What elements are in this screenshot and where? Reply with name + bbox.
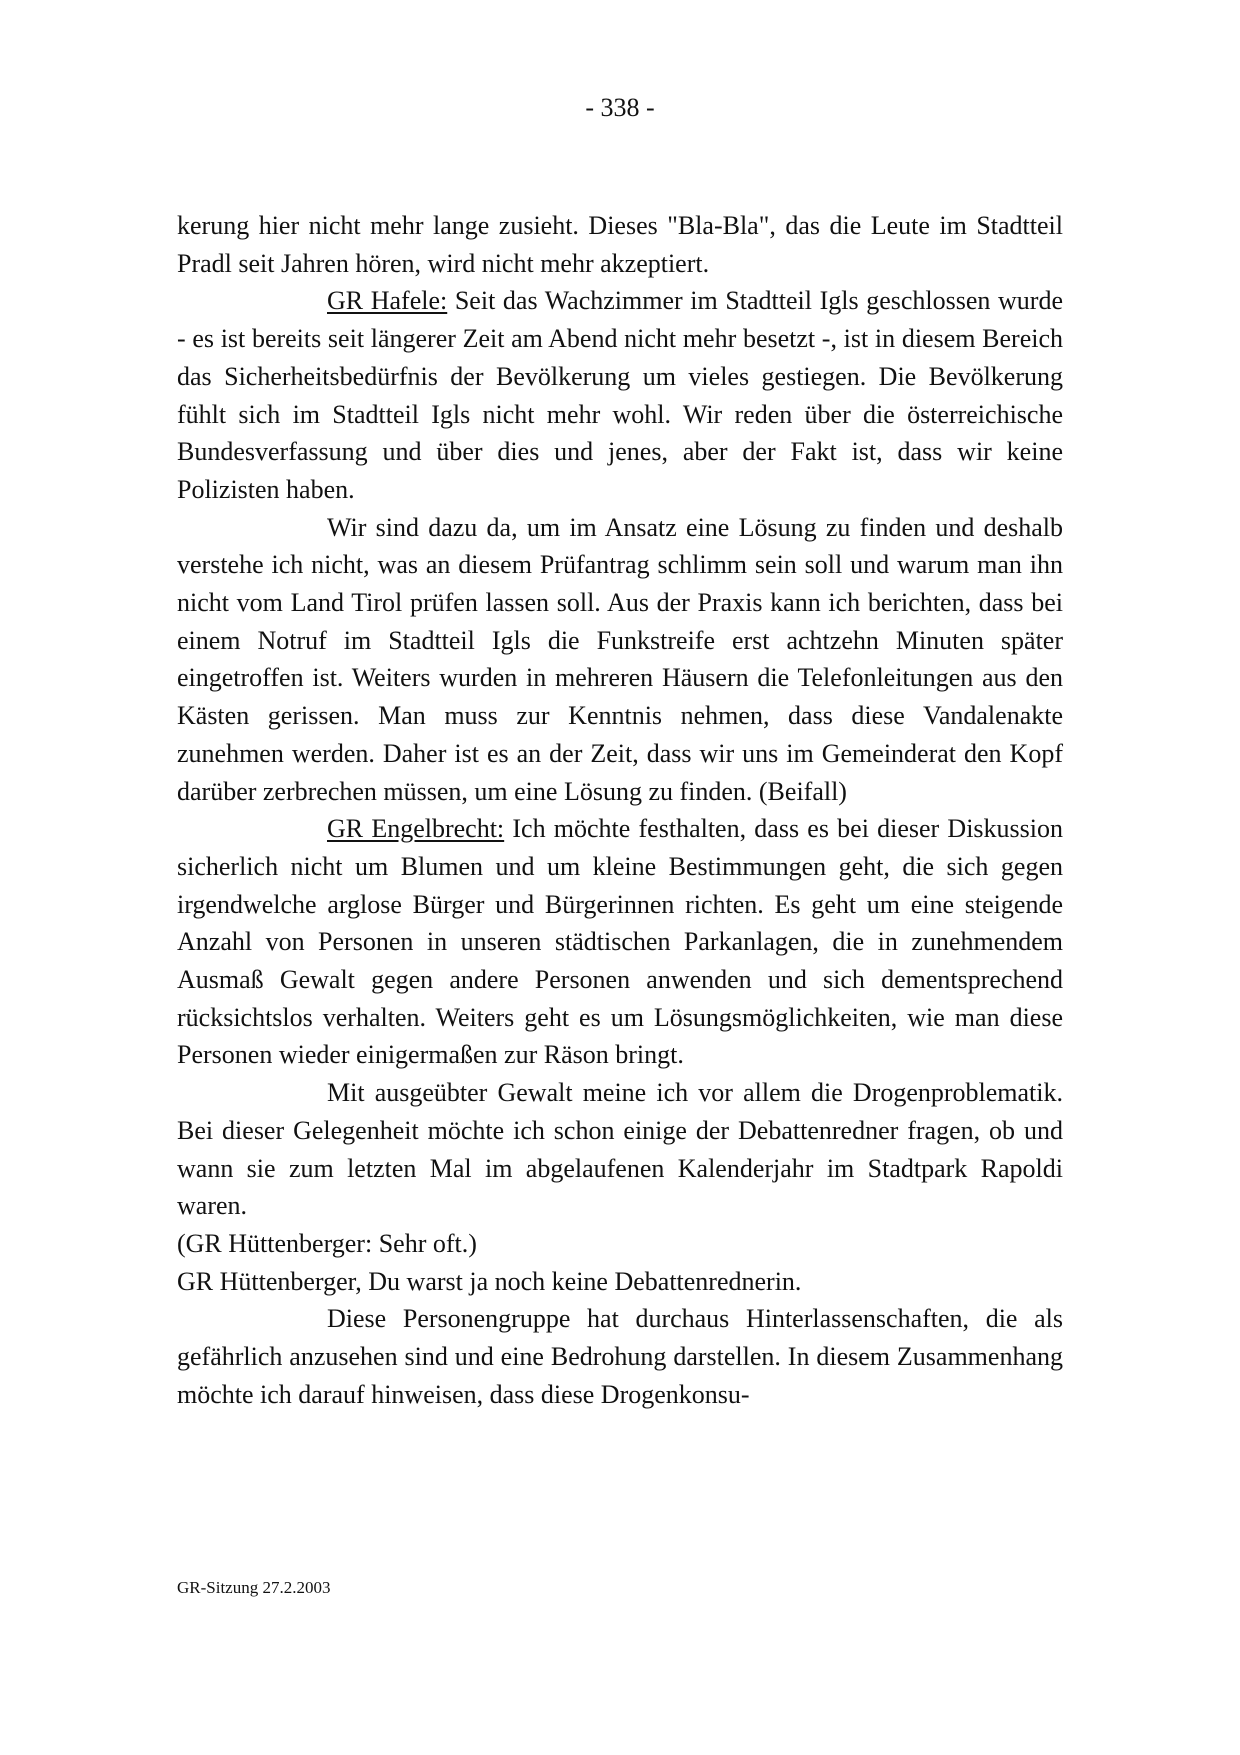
paragraph: Diese Personengruppe hat durchaus Hinterlassenschaften, die als gefährlich anzusehen sind und eine Bedrohung darstellen. In diesem Zusammenhang möchte ich darauf hinweisen, dass diese Drogenkonsu- (177, 1304, 1063, 1409)
speech-text: Seit das Wachzimmer im Stadtteil Igls geschlossen wurde - es ist bereits seit längerer Zeit am Abend nicht mehr besetzt -, ist in diesem Bereich das Sicherheitsbedürfnis der Bevölkerung um vieles gestiegen. Die Bevölkerung fühlt sich im Stadtteil Igls nicht mehr wohl. Wir reden über die österreichische Bundesverfassung und über dies und jenes, aber der Fakt ist, dass wir keine Polizisten haben. (177, 286, 1063, 504)
body-text (177, 207, 1063, 1414)
paragraph-speech (177, 282, 1063, 508)
speaker-name: GR Hafele: (327, 286, 448, 316)
interjection: (GR Hüttenberger: Sehr oft.) (177, 1228, 477, 1258)
paragraph: kerung hier nicht mehr lange zusieht. Dieses "Bla-Bla", das die Leute im Stadtteil Pradl seit Jahren hören, wird nicht mehr akzeptiert. (177, 211, 1063, 278)
paragraph-speech (177, 810, 1063, 1074)
page-number: - 338 - (585, 93, 655, 122)
speech-text: Ich möchte festhalten, dass es bei dieser Diskussion sicherlich nicht um Blumen und um kleine Bestimmungen geht, die sich gegen irgendwelche arglose Bürger und Bürgerinnen richten. Es geht um eine steigende Anzahl von Personen in unseren städtischen Parkanlagen, die in zunehmendem Ausmaß Gewalt gegen andere Personen anwenden und sich dementsprechend rücksichtslos verhalten. Weiters geht es um Lösungsmöglichkeiten, wie man diese Personen wieder einigermaßen zur Räson bringt. (177, 814, 1064, 1070)
paragraph: GR Hüttenberger, Du warst ja noch keine Debattenrednerin. (177, 1266, 802, 1296)
speaker-name: GR Engelbrecht: (327, 814, 505, 844)
paragraph: Wir sind dazu da, um im Ansatz eine Lösung zu finden und deshalb verstehe ich nicht, was an diesem Prüfantrag schlimm sein soll und warum man ihn nicht vom Land Tirol prüfen lassen soll. Aus der Praxis kann ich berichten, dass bei einem Notruf im Stadtteil Igls die Funkstreife erst achtzehn Minuten später eingetroffen ist. Weiters wurden in mehreren Häusern die Telefonleitungen aus den Kästen gerissen. Man muss zur Kenntnis nehmen, dass diese Vandalenakte zunehmen werden. Daher ist es an der Zeit, dass wir uns im Gemeinderat den Kopf darüber zerbrechen müssen, um eine Lösung zu finden. (Beifall) (177, 512, 1063, 806)
paragraph: Mit ausgeübter Gewalt meine ich vor allem die Drogenproblematik. Bei dieser Gelegenheit möchte ich schon einige der Debattenredner fragen, ob und wann sie zum letzten Mal im abgelaufenen Kalenderjahr im Stadtpark Rapoldi waren. (177, 1078, 1063, 1221)
footer-session-date: GR-Sitzung 27.2.2003 (177, 1578, 331, 1597)
